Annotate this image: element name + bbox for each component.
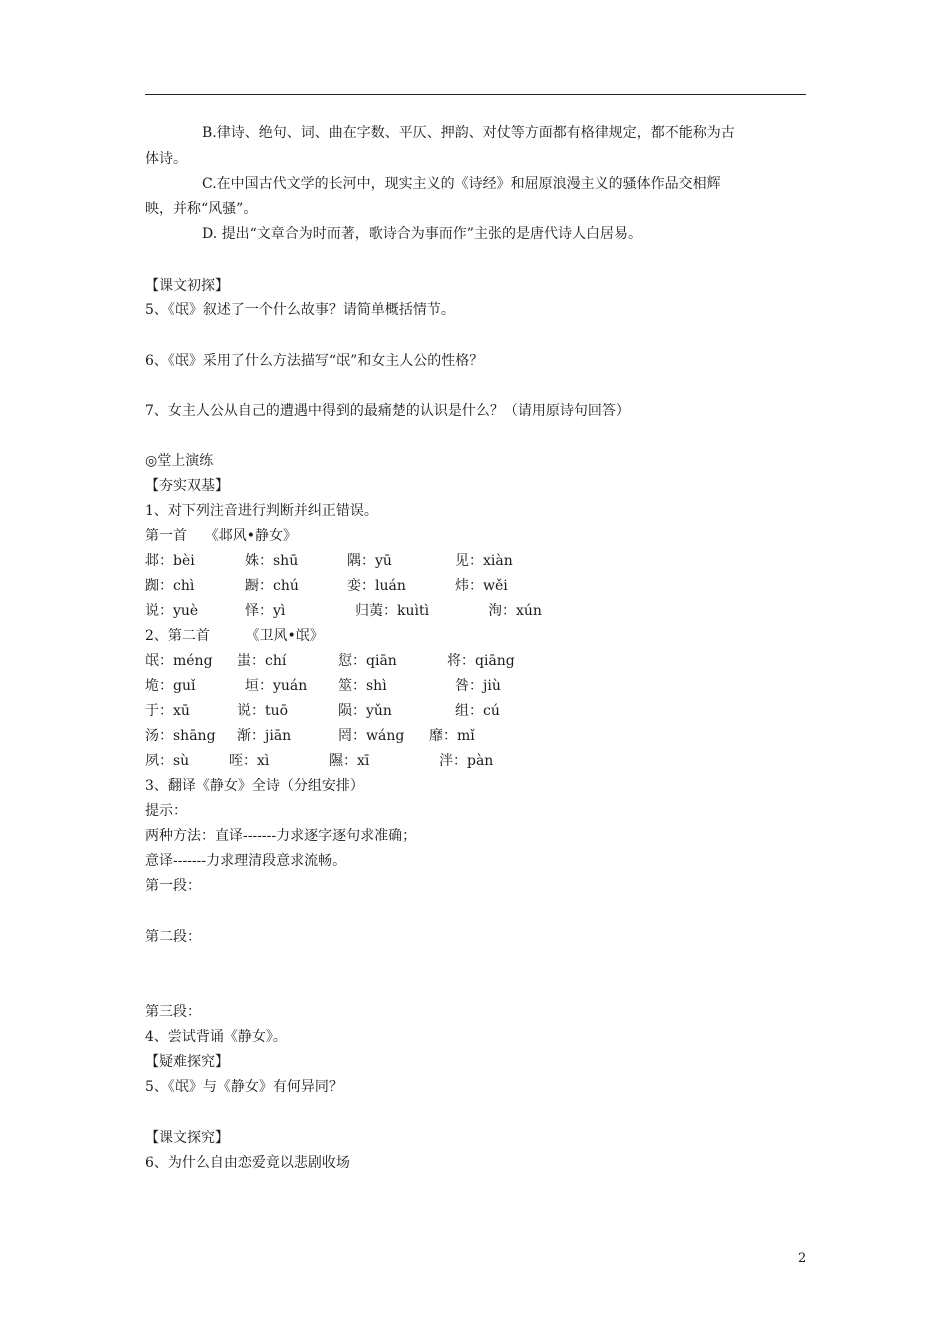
pinyin-item: 蚩：chí <box>237 653 287 669</box>
pinyin-item: 于：xū <box>145 703 190 719</box>
pinyin-item: 咥：xì <box>229 753 270 769</box>
pinyin-item: 陨：yǔn <box>338 703 392 719</box>
pinyin-item: 说：yuè <box>145 603 199 619</box>
pinyin-item: 垝：guǐ <box>145 678 196 694</box>
pinyin-item: 归荑：kuìtì <box>355 603 430 619</box>
option-d: D. 提出“文章合为时而著，歌诗合为事而作”主张的是唐代诗人白居易。 <box>202 226 642 242</box>
pinyin-item: 汤：shāng <box>145 728 216 744</box>
pinyin-item: 隅：yū <box>347 553 392 569</box>
pinyin-item: 踟：chì <box>145 578 195 594</box>
pinyin-item: 泮：pàn <box>439 753 494 769</box>
heading-yinan-tanjiu: 【疑难探究】 <box>145 1054 229 1070</box>
method-free: 意译-------力求理清段意求流畅。 <box>145 853 347 869</box>
header-rule <box>145 94 806 95</box>
option-c-line-1: C.在中国古代文学的长河中，现实主义的《诗经》和屈原浪漫主义的骚体作品交相辉 <box>202 176 721 192</box>
question-5: 5、《氓》叙述了一个什么故事？请简单概括情节。 <box>145 302 455 318</box>
heading-tangshang-yanlian: ◎堂上演练 <box>145 453 214 469</box>
pinyin-item: 说：tuō <box>237 703 289 719</box>
heading-kewen-tanjiu: 【课文探究】 <box>145 1130 229 1146</box>
pinyin-item: 筮：shì <box>338 678 387 694</box>
practice-6: 6、为什么自由恋爱竟以悲剧收场 <box>145 1155 350 1171</box>
pinyin-item: 洵：xún <box>488 603 542 619</box>
pinyin-item: 蹰：chú <box>245 578 299 594</box>
method-literal: 两种方法：直译-------力求逐字逐句求准确； <box>145 828 417 844</box>
pinyin-item: 邶：bèi <box>145 553 195 569</box>
practice-1: 1、对下列注音进行判断并纠正错误。 <box>145 503 378 519</box>
practice-3: 3、翻译《静女》全诗（分组安排） <box>145 778 364 794</box>
segment-1-label: 第一段： <box>145 878 201 894</box>
segment-2-label: 第二段： <box>145 929 201 945</box>
pinyin-item: 娈：luán <box>347 578 406 594</box>
pinyin-item: 罔：wáng <box>338 728 405 744</box>
pinyin-item: 将：qiāng <box>447 653 515 669</box>
pinyin-item: 靡：mǐ <box>429 728 475 744</box>
pinyin-item: 怿：yì <box>245 603 286 619</box>
pinyin-item: 垣：yuán <box>245 678 308 694</box>
pinyin-item: 炜：wěi <box>455 578 508 594</box>
practice-5: 5、《氓》与《静女》有何异同？ <box>145 1079 343 1095</box>
practice-2-poem-2-title: 2、第二首 《卫风•氓》 <box>145 628 324 644</box>
pinyin-item: 渐：jiān <box>237 728 292 744</box>
question-7: 7、女主人公从自己的遭遇中得到的最痛楚的认识是什么？（请用原诗句回答） <box>145 403 630 419</box>
segment-3-label: 第三段： <box>145 1004 201 1020</box>
pinyin-item: 愆：qiān <box>338 653 397 669</box>
pinyin-item: 见：xiàn <box>455 553 513 569</box>
poem-1-title: 第一首 《邶风•静女》 <box>145 528 298 544</box>
practice-4: 4、尝试背诵《静女》。 <box>145 1029 287 1045</box>
option-b-line-2: 体诗。 <box>145 151 187 167</box>
pinyin-item: 组：cú <box>455 703 500 719</box>
pinyin-item: 夙：sù <box>145 753 190 769</box>
pinyin-item: 咎：jiù <box>455 678 501 694</box>
heading-hangshi-shuangji: 【夯实双基】 <box>145 478 229 494</box>
pinyin-item: 氓：méng <box>145 653 213 669</box>
option-b-line-1: B.律诗、绝句、词、曲在字数、平仄、押韵、对仗等方面都有格律规定，都不能称为古 <box>202 125 735 141</box>
option-c-line-2: 映，并称“风骚”。 <box>145 201 258 217</box>
page-number: 2 <box>798 1251 807 1266</box>
heading-kewen-chutan: 【课文初探】 <box>145 278 229 294</box>
question-6: 6、《氓》采用了什么方法描写“氓”和女主人公的性格？ <box>145 353 484 369</box>
pinyin-item: 姝：shū <box>245 553 299 569</box>
hint-label: 提示： <box>145 803 187 819</box>
pinyin-item: 隰：xī <box>329 753 370 769</box>
